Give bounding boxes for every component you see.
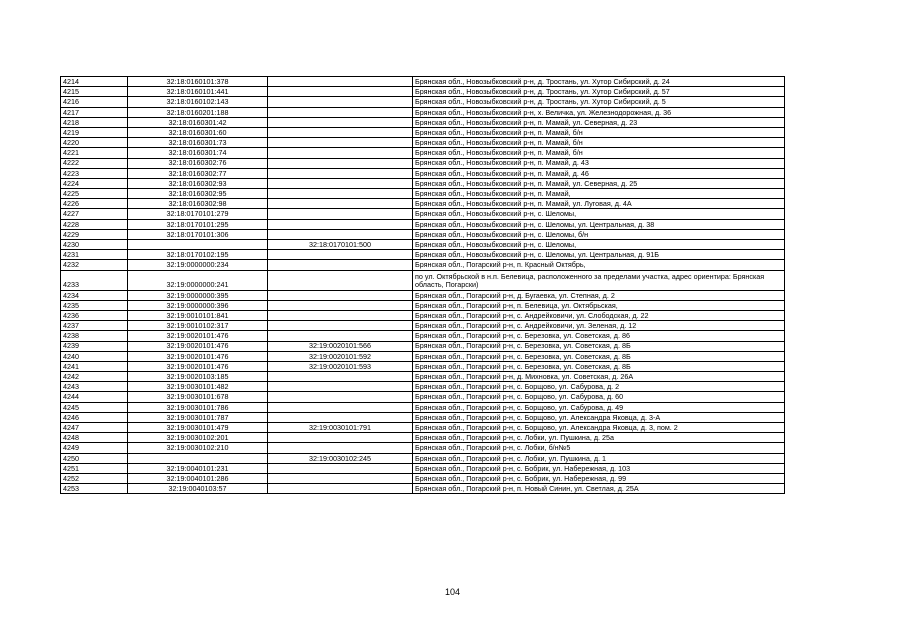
row-number-cell: 4226 — [61, 199, 128, 209]
table-row — [61, 300, 785, 310]
row-number-cell: 4221 — [61, 148, 128, 158]
row-number-cell: 4222 — [61, 158, 128, 168]
building-number-cell — [268, 148, 413, 158]
row-number-cell: 4250 — [61, 453, 128, 463]
table-row — [61, 402, 785, 412]
address-cell: Брянская обл., Погарский р-н, с. Лобки, ул. Пушкина, д. 25а — [413, 433, 785, 443]
cadastral-number-cell — [128, 240, 268, 250]
row-number-cell: 4227 — [61, 209, 128, 219]
row-number-cell: 4225 — [61, 189, 128, 199]
cadastral-number-cell: 32:19:0040101:286 — [128, 473, 268, 483]
row-number-cell: 4241 — [61, 361, 128, 371]
building-number-cell — [268, 372, 413, 382]
row-number-cell: 4233 — [61, 270, 128, 290]
row-number-cell: 4249 — [61, 443, 128, 453]
row-number-cell: 4243 — [61, 382, 128, 392]
table-row — [61, 117, 785, 127]
address-cell: Брянская обл., Погарский р-н, п. Красный Октябрь, — [413, 260, 785, 270]
table-row — [61, 87, 785, 97]
registry-table-body — [61, 77, 785, 494]
address-cell: Брянская обл., Погарский р-н, с. Бобрик, ул. Набережная, д. 103 — [413, 463, 785, 473]
cadastral-number-cell: 32:19:0030102:201 — [128, 433, 268, 443]
cadastral-number-cell: 32:18:0160302:95 — [128, 189, 268, 199]
cadastral-number-cell: 32:18:0160302:77 — [128, 168, 268, 178]
table-row — [61, 310, 785, 320]
building-number-cell — [268, 290, 413, 300]
table-row — [61, 148, 785, 158]
row-number-cell: 4237 — [61, 321, 128, 331]
table-row — [61, 453, 785, 463]
cadastral-number-cell: 32:19:0030101:786 — [128, 402, 268, 412]
address-cell: Брянская обл., Новозыбковский р-н, п. Мамай, б/н — [413, 127, 785, 137]
cadastral-number-cell: 32:19:0020101:476 — [128, 331, 268, 341]
building-number-cell: 32:19:0020101:592 — [268, 351, 413, 361]
row-number-cell: 4214 — [61, 77, 128, 87]
cadastral-number-cell: 32:19:0020103:185 — [128, 372, 268, 382]
cadastral-number-cell: 32:18:0160302:98 — [128, 199, 268, 209]
building-number-cell — [268, 199, 413, 209]
building-number-cell — [268, 412, 413, 422]
address-cell: Брянская обл., Новозыбковский р-н, п. Мамай, б/н — [413, 138, 785, 148]
table-row — [61, 443, 785, 453]
building-number-cell — [268, 310, 413, 320]
cadastral-number-cell: 32:19:0020101:476 — [128, 361, 268, 371]
address-cell: Брянская обл., Погарский р-н, с. Борщово, ул. Сабурова, д. 49 — [413, 402, 785, 412]
row-number-cell: 4220 — [61, 138, 128, 148]
building-number-cell — [268, 331, 413, 341]
building-number-cell — [268, 443, 413, 453]
building-number-cell — [268, 219, 413, 229]
cadastral-number-cell: 32:19:0000000:234 — [128, 260, 268, 270]
table-row — [61, 473, 785, 483]
building-number-cell: 32:19:0030101:791 — [268, 423, 413, 433]
address-cell: Брянская обл., Новозыбковский р-н, с. Шеломы, ул. Центральная, д. 38 — [413, 219, 785, 229]
address-cell: Брянская обл., Погарский р-н, с. Лобки, ул. Пушкина, д. 1 — [413, 453, 785, 463]
row-number-cell: 4224 — [61, 178, 128, 188]
row-number-cell: 4246 — [61, 412, 128, 422]
table-row — [61, 107, 785, 117]
row-number-cell: 4251 — [61, 463, 128, 473]
row-number-cell: 4245 — [61, 402, 128, 412]
address-cell: Брянская обл., Новозыбковский р-н, с. Шеломы, б/н — [413, 229, 785, 239]
table-row — [61, 463, 785, 473]
row-number-cell: 4223 — [61, 168, 128, 178]
table-row — [61, 290, 785, 300]
address-cell: Брянская обл., Новозыбковский р-н, п. Мамай, — [413, 189, 785, 199]
table-row — [61, 209, 785, 219]
building-number-cell — [268, 321, 413, 331]
address-cell: Брянская обл., Погарский р-н, с. Березовка, ул. Советская, д. 8Б — [413, 361, 785, 371]
cadastral-number-cell: 32:18:0160302:76 — [128, 158, 268, 168]
building-number-cell — [268, 77, 413, 87]
cadastral-number-cell: 32:19:0000000:395 — [128, 290, 268, 300]
row-number-cell: 4216 — [61, 97, 128, 107]
cadastral-number-cell: 32:18:0160301:73 — [128, 138, 268, 148]
row-number-cell: 4230 — [61, 240, 128, 250]
page-number: 104 — [444, 587, 461, 597]
address-cell: Брянская обл., Новозыбковский р-н, п. Мамай, ул. Луговая, д. 4А — [413, 199, 785, 209]
table-row — [61, 321, 785, 331]
address-cell: Брянская обл., Погарский р-н, п. Новый Синин, ул. Светлая, д. 25А — [413, 484, 785, 494]
table-row — [61, 351, 785, 361]
row-number-cell: 4238 — [61, 331, 128, 341]
row-number-cell: 4244 — [61, 392, 128, 402]
table-row — [61, 433, 785, 443]
building-number-cell — [268, 392, 413, 402]
address-cell: по ул. Октябрьской в н.п. Белевица, расположенного за пределами участка, адрес ориентира: Брянская область, Погарски) — [413, 270, 785, 290]
cadastral-number-cell: 32:19:0030101:479 — [128, 423, 268, 433]
address-cell: Брянская обл., Новозыбковский р-н, д. Тростань, ул. Хутор Сибирский, д. 5 — [413, 97, 785, 107]
table-row — [61, 77, 785, 87]
table-row — [61, 361, 785, 371]
table-row — [61, 138, 785, 148]
building-number-cell — [268, 463, 413, 473]
cadastral-number-cell: 32:19:0030101:787 — [128, 412, 268, 422]
row-number-cell: 4219 — [61, 127, 128, 137]
address-cell: Брянская обл., Погарский р-н, с. Лобки, б/н№5 — [413, 443, 785, 453]
table-row — [61, 97, 785, 107]
cadastral-number-cell: 32:18:0160302:93 — [128, 178, 268, 188]
building-number-cell — [268, 382, 413, 392]
building-number-cell — [268, 189, 413, 199]
address-cell: Брянская обл., Погарский р-н, с. Борщово, ул. Александра Яковца, д. 3-А — [413, 412, 785, 422]
row-number-cell: 4248 — [61, 433, 128, 443]
row-number-cell: 4217 — [61, 107, 128, 117]
table-row — [61, 331, 785, 341]
cadastral-number-cell: 32:18:0170102:195 — [128, 250, 268, 260]
row-number-cell: 4240 — [61, 351, 128, 361]
row-number-cell: 4252 — [61, 473, 128, 483]
cadastral-number-cell: 32:18:0170101:295 — [128, 219, 268, 229]
building-number-cell — [268, 300, 413, 310]
table-row — [61, 240, 785, 250]
address-cell: Брянская обл., Новозыбковский р-н, п. Мамай, б/н — [413, 148, 785, 158]
address-cell: Брянская обл., Новозыбковский р-н, с. Шеломы, — [413, 209, 785, 219]
cadastral-number-cell: 32:18:0160101:378 — [128, 77, 268, 87]
address-cell: Брянская обл., Погарский р-н, с. Березовка, ул. Советская, д. 8Б — [413, 341, 785, 351]
cadastral-number-cell: 32:19:0000000:241 — [128, 270, 268, 290]
address-cell: Брянская обл., Новозыбковский р-н, д. Тростань, ул. Хутор Сибирский, д. 57 — [413, 87, 785, 97]
cadastral-number-cell: 32:18:0160301:74 — [128, 148, 268, 158]
address-cell: Брянская обл., Погарский р-н, с. Борщово, ул. Сабурова, д. 60 — [413, 392, 785, 402]
building-number-cell — [268, 97, 413, 107]
building-number-cell — [268, 402, 413, 412]
cadastral-number-cell: 32:19:0040101:231 — [128, 463, 268, 473]
address-cell: Брянская обл., Новозыбковский р-н, д. Тростань, ул. Хутор Сибирский, д. 24 — [413, 77, 785, 87]
cadastral-number-cell: 32:18:0160301:42 — [128, 117, 268, 127]
address-cell: Брянская обл., Погарский р-н, с. Борщово, ул. Александра Яковца, д. 3, пом. 2 — [413, 423, 785, 433]
cadastral-number-cell: 32:19:0000000:396 — [128, 300, 268, 310]
building-number-cell — [268, 270, 413, 290]
building-number-cell — [268, 87, 413, 97]
table-row — [61, 423, 785, 433]
cadastral-number-cell — [128, 453, 268, 463]
building-number-cell: 32:18:0170101:500 — [268, 240, 413, 250]
building-number-cell: 32:19:0030102:245 — [268, 453, 413, 463]
table-row — [61, 199, 785, 209]
building-number-cell — [268, 484, 413, 494]
address-cell: Брянская обл., Погарский р-н, с. Борщово, ул. Сабурова, д. 2 — [413, 382, 785, 392]
building-number-cell — [268, 117, 413, 127]
row-number-cell: 4247 — [61, 423, 128, 433]
row-number-cell: 4229 — [61, 229, 128, 239]
row-number-cell: 4253 — [61, 484, 128, 494]
table-row — [61, 229, 785, 239]
row-number-cell: 4218 — [61, 117, 128, 127]
address-cell: Брянская обл., Новозыбковский р-н, п. Мамай, д. 46 — [413, 168, 785, 178]
row-number-cell: 4231 — [61, 250, 128, 260]
building-number-cell — [268, 168, 413, 178]
building-number-cell — [268, 229, 413, 239]
cadastral-number-cell: 32:18:0160102:143 — [128, 97, 268, 107]
building-number-cell — [268, 433, 413, 443]
address-cell: Брянская обл., Погарский р-н, с. Березовка, ул. Советская, д. 86 — [413, 331, 785, 341]
row-number-cell: 4234 — [61, 290, 128, 300]
table-row — [61, 372, 785, 382]
table-row — [61, 219, 785, 229]
cadastral-number-cell: 32:18:0160301:60 — [128, 127, 268, 137]
table-row — [61, 158, 785, 168]
table-row — [61, 178, 785, 188]
table-row — [61, 260, 785, 270]
address-cell: Брянская обл., Новозыбковский р-н, х. Величка, ул. Железнодорожная, д. 36 — [413, 107, 785, 117]
building-number-cell — [268, 158, 413, 168]
row-number-cell: 4215 — [61, 87, 128, 97]
building-number-cell: 32:19:0020101:566 — [268, 341, 413, 351]
cadastral-number-cell: 32:19:0030101:678 — [128, 392, 268, 402]
building-number-cell — [268, 178, 413, 188]
address-cell: Брянская обл., Новозыбковский р-н, с. Шеломы, — [413, 240, 785, 250]
building-number-cell — [268, 138, 413, 148]
table-row — [61, 168, 785, 178]
address-cell: Брянская обл., Погарский р-н, с. Березовка, ул. Советская, д. 8Б — [413, 351, 785, 361]
cadastral-number-cell: 32:19:0020101:476 — [128, 341, 268, 351]
address-cell: Брянская обл., Погарский р-н, с. Андрейковичи, ул. Зеленая, д. 12 — [413, 321, 785, 331]
address-cell: Брянская обл., Погарский р-н, д. Михновка, ул. Советская, д. 26А — [413, 372, 785, 382]
cadastral-number-cell: 32:18:0170101:279 — [128, 209, 268, 219]
table-row — [61, 189, 785, 199]
registry-table — [60, 76, 785, 494]
address-cell: Брянская обл., Новозыбковский р-н, п. Мамай, ул. Северная, д. 23 — [413, 117, 785, 127]
row-number-cell: 4235 — [61, 300, 128, 310]
cadastral-number-cell: 32:19:0030102:210 — [128, 443, 268, 453]
address-cell: Брянская обл., Погарский р-н, с. Андрейковичи, ул. Слободская, д. 22 — [413, 310, 785, 320]
building-number-cell — [268, 127, 413, 137]
address-cell: Брянская обл., Новозыбковский р-н, п. Мамай, д. 43 — [413, 158, 785, 168]
table-row — [61, 127, 785, 137]
table-row — [61, 484, 785, 494]
cadastral-number-cell: 32:19:0010102:317 — [128, 321, 268, 331]
cadastral-number-cell: 32:19:0020101:476 — [128, 351, 268, 361]
row-number-cell: 4228 — [61, 219, 128, 229]
address-cell: Брянская обл., Погарский р-н, д. Бугаевка, ул. Степная, д. 2 — [413, 290, 785, 300]
building-number-cell — [268, 250, 413, 260]
cadastral-number-cell: 32:18:0160201:188 — [128, 107, 268, 117]
table-row — [61, 412, 785, 422]
cadastral-number-cell: 32:19:0040103:57 — [128, 484, 268, 494]
building-number-cell — [268, 209, 413, 219]
building-number-cell — [268, 473, 413, 483]
row-number-cell: 4239 — [61, 341, 128, 351]
table-row — [61, 270, 785, 290]
cadastral-number-cell: 32:19:0030101:482 — [128, 382, 268, 392]
building-number-cell — [268, 107, 413, 117]
building-number-cell: 32:19:0020101:593 — [268, 361, 413, 371]
cadastral-number-cell: 32:19:0010101:841 — [128, 310, 268, 320]
cadastral-number-cell: 32:18:0160101:441 — [128, 87, 268, 97]
table-row — [61, 250, 785, 260]
address-cell: Брянская обл., Погарский р-н, с. Бобрик, ул. Набережная, д. 99 — [413, 473, 785, 483]
address-cell: Брянская обл., Новозыбковский р-н, п. Мамай, ул. Северная, д. 25 — [413, 178, 785, 188]
building-number-cell — [268, 260, 413, 270]
cadastral-number-cell: 32:18:0170101:306 — [128, 229, 268, 239]
address-cell: Брянская обл., Погарский р-н, п. Белевица, ул. Октябрьская, — [413, 300, 785, 310]
row-number-cell: 4236 — [61, 310, 128, 320]
address-cell: Брянская обл., Новозыбковский р-н, с. Шеломы, ул. Центральная, д. 91Б — [413, 250, 785, 260]
table-row — [61, 392, 785, 402]
table-row — [61, 382, 785, 392]
table-row — [61, 341, 785, 351]
row-number-cell: 4232 — [61, 260, 128, 270]
row-number-cell: 4242 — [61, 372, 128, 382]
